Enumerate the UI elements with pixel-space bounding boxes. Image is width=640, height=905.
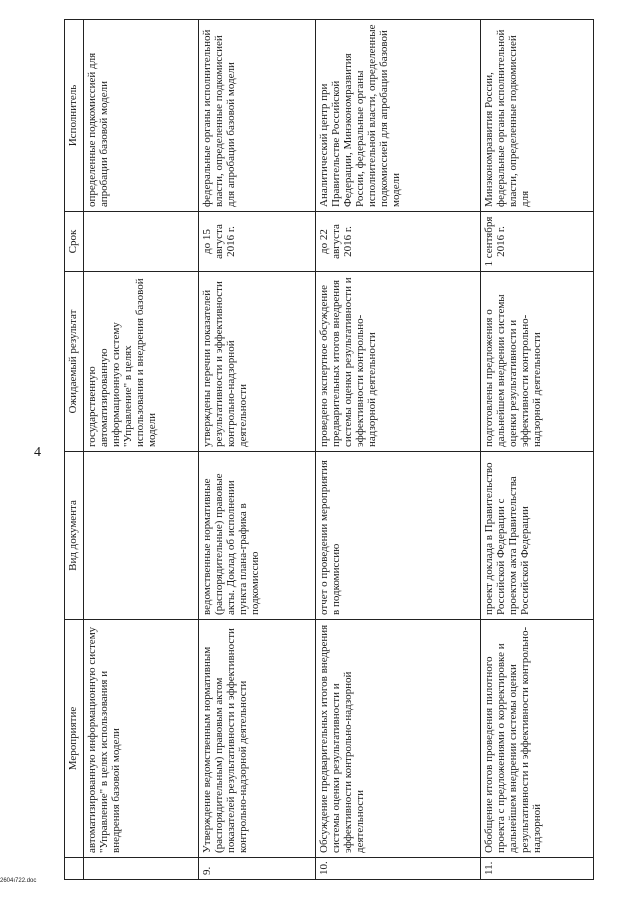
table-row (84, 20, 199, 880)
row-number: 11. (481, 858, 594, 880)
table-row (199, 20, 316, 880)
row-number: 9. (199, 858, 316, 880)
header-number (65, 858, 84, 880)
row-result: утверждены перечни показателей результативности и эффективности контрольно-надзорной деятельности (199, 272, 316, 452)
table-header-row (65, 20, 84, 880)
row-number (84, 858, 199, 880)
row-doc-type: отчет о проведении мероприятия в подкомиссию (316, 452, 481, 620)
header-deadline: Срок (65, 212, 84, 272)
row-measure: Обобщение итогов проведения пилотного проекта с предложениями о корректировке и дальнейшем внедрении системы оценки результативности и эффективности контрольно-надзорной (481, 620, 594, 858)
table-row (481, 20, 594, 880)
row-executor: определенные подкомиссией для апробации базовой модели (84, 20, 199, 212)
row-executor: Минэкономразвития России, федеральные органы исполнительной власти, определенные подкомиссией для (481, 20, 594, 212)
row-deadline (84, 212, 199, 272)
row-doc-type: ведомственные нормативные (распорядительные) правовые акты. Доклад об исполнении пункта плана-графика в подкомиссию (199, 452, 316, 620)
row-doc-type (84, 452, 199, 620)
plan-table (64, 19, 594, 880)
row-result: государственную автоматизированную информационную систему "Управление" в целях использования и внедрения базовой модели (84, 272, 199, 452)
row-executor: федеральные органы исполнительной власти, определенные подкомиссией для апробации базовой модели (199, 20, 316, 212)
row-measure: Обсуждение предварительных итогов внедрения системы оценки результативности и эффективности контрольно-надзорной деятельности (316, 620, 481, 858)
header-measure: Мероприятие (65, 620, 84, 858)
row-number: 10. (316, 858, 481, 880)
footer-doc-code: 2604ı722.doc (0, 878, 37, 884)
table-row (316, 20, 481, 880)
row-deadline: до 22 августа 2016 г. (316, 212, 481, 272)
row-result: проведено экспертное обсуждение предварительных итогов внедрения системы оценки результативности и эффективности контрольно-надзорной деятельности (316, 272, 481, 452)
row-doc-type: проект доклада в Правительство Российской Федерации с проектом акта Правительства Российской Федерации (481, 452, 594, 620)
row-executor: Аналитический центр при Правительстве Российской Федерации, Минэкономразвития России, федеральные органы исполнительной власти, определенные подкомиссией для апробации базовой модели (316, 20, 481, 212)
row-deadline: 1 сентября 2016 г. (481, 212, 594, 272)
page-number: 4 (34, 445, 41, 460)
rotated-page-content (64, 10, 624, 890)
header-result: Ожидаемый результат (65, 272, 84, 452)
header-executor: Исполнитель (65, 20, 84, 212)
row-result: подготовлены предложения о дальнейшем внедрении системы оценки результативности и эффективности контрольно-надзорной деятельности (481, 272, 594, 452)
row-measure: Утверждение ведомственным нормативным (распорядительным) правовым актом показателей результативности и эффективности контрольно-надзорной деятельности (199, 620, 316, 858)
row-deadline: до 15 августа 2016 г. (199, 212, 316, 272)
header-doc-type: Вид документа (65, 452, 84, 620)
row-measure: автоматизированную информационную систему "Управление" в целях использования и внедрения базовой модели (84, 620, 199, 858)
